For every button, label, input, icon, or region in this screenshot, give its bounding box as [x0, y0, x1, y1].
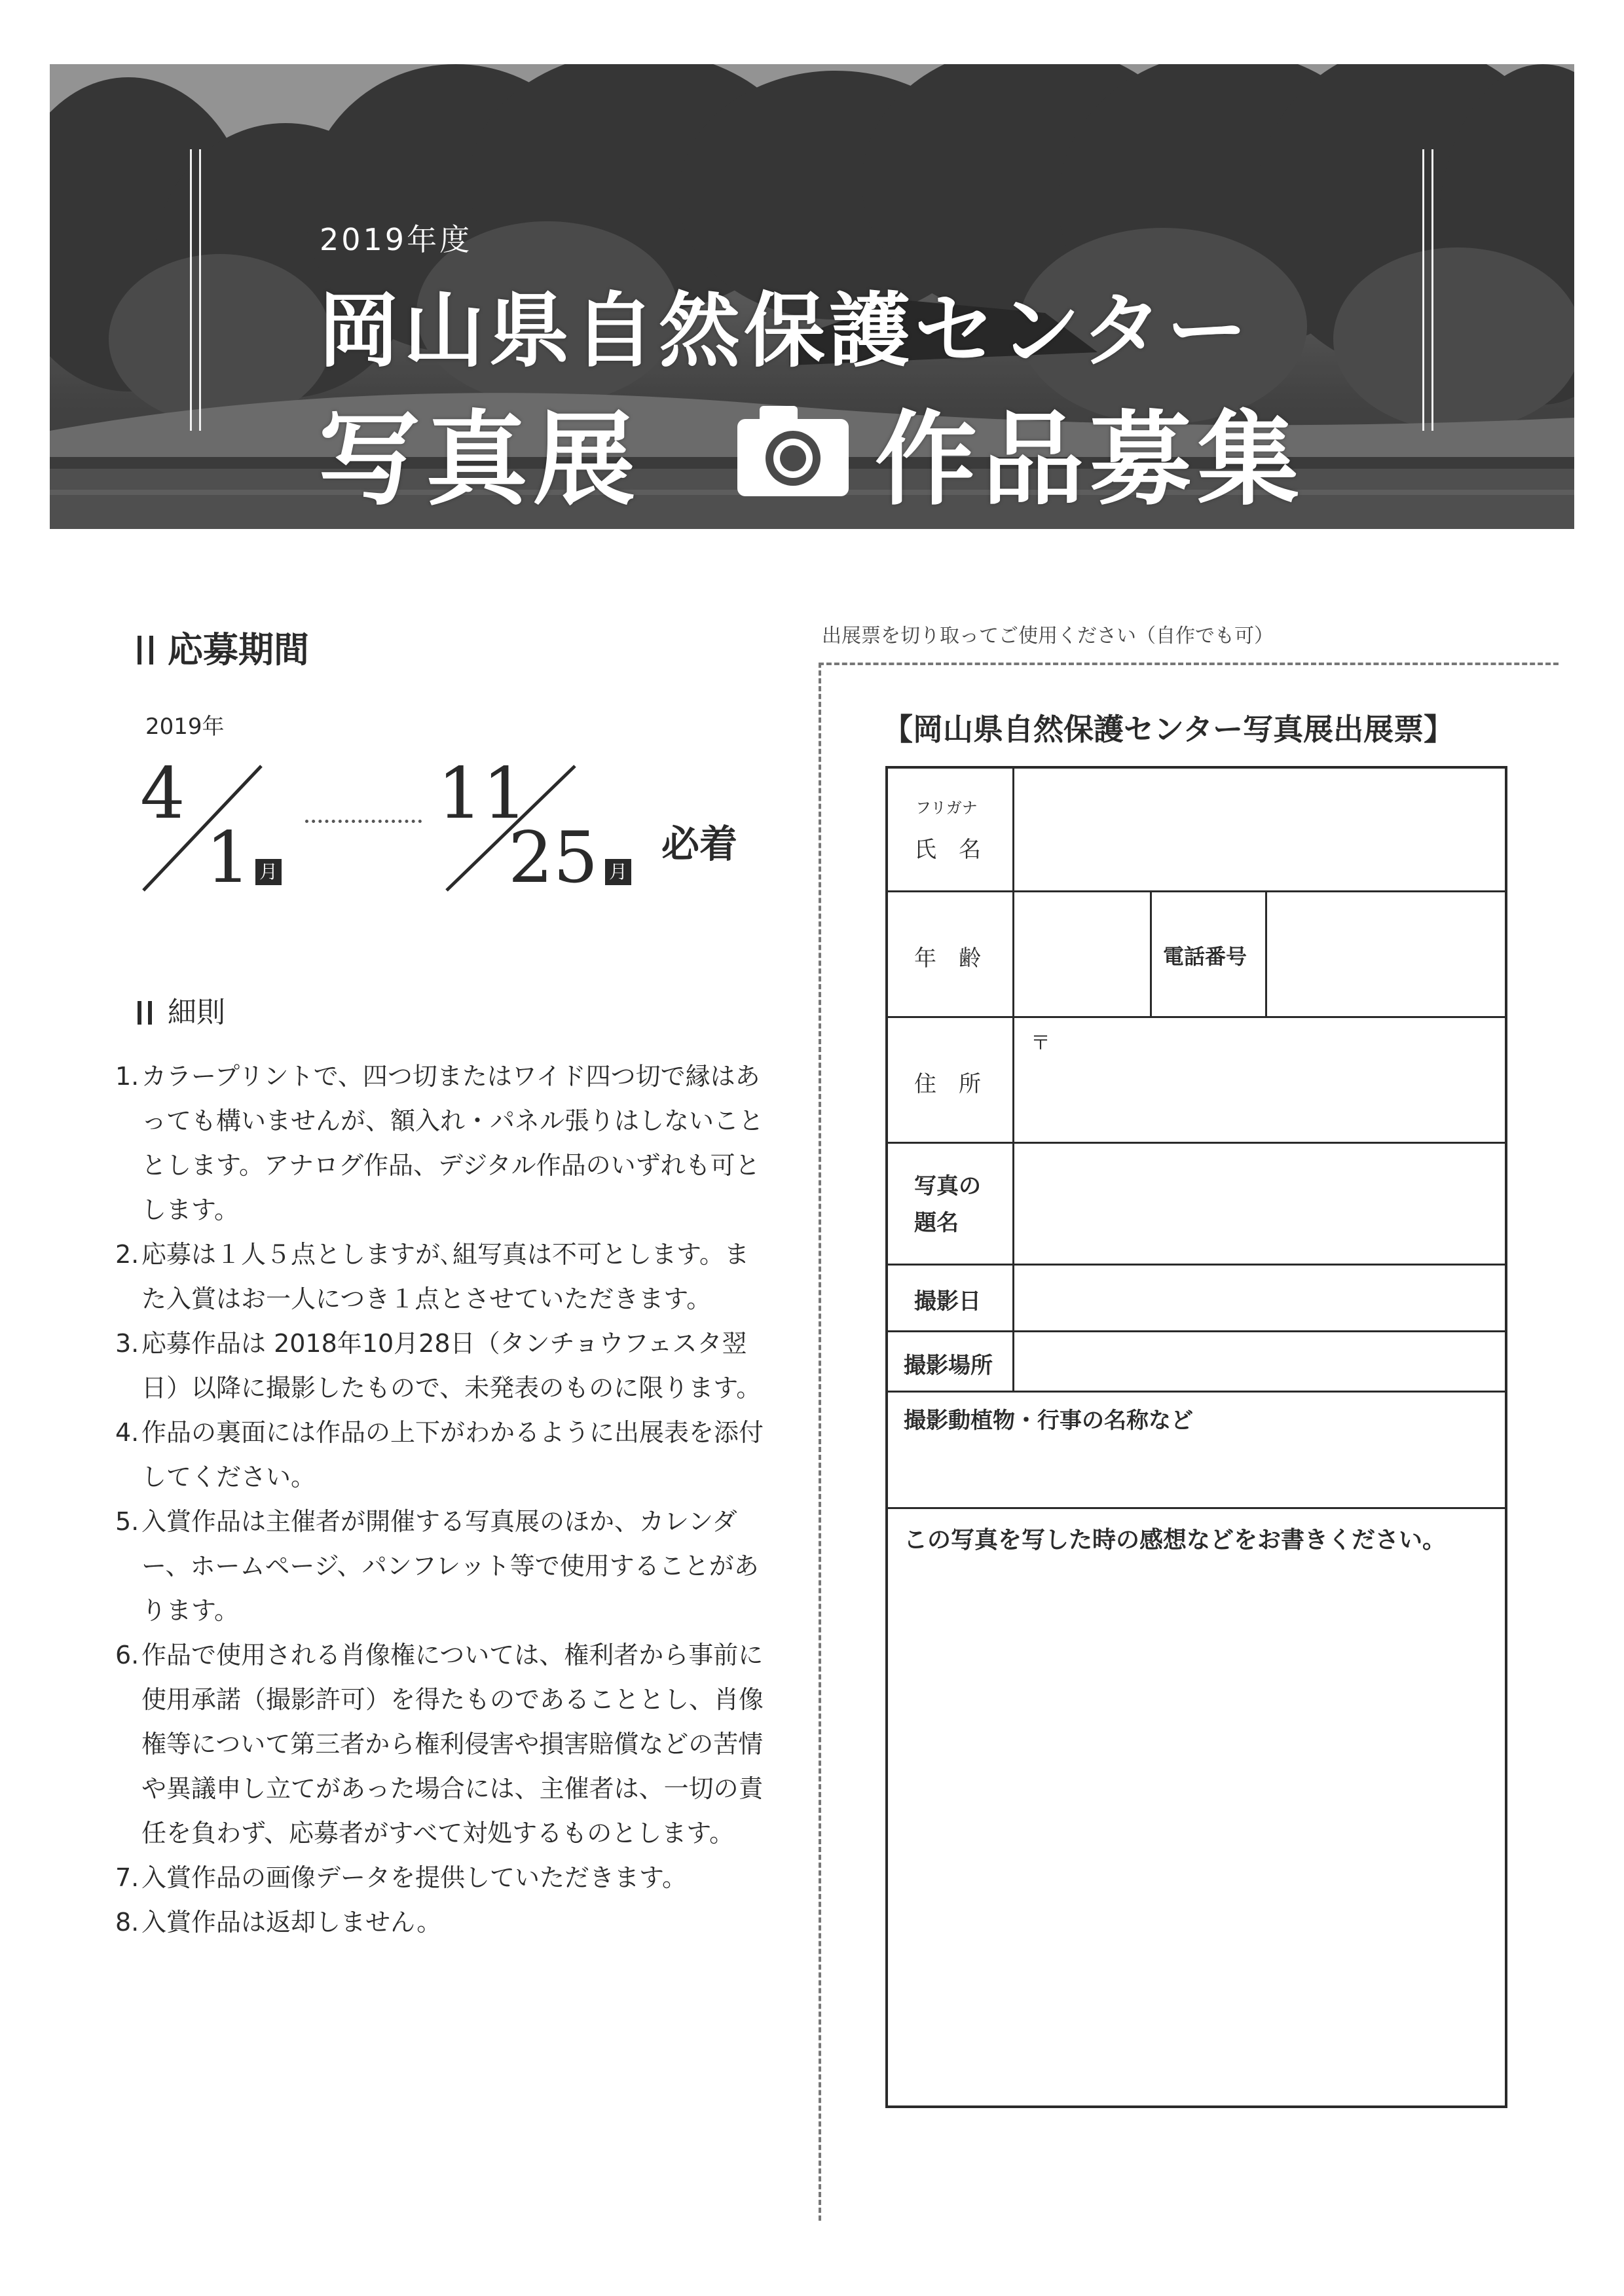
frame-line-right-1	[1422, 149, 1424, 431]
entry-form	[885, 766, 1507, 2108]
heading-bars-icon	[138, 636, 156, 665]
cut-line-vertical[interactable]	[819, 663, 821, 2221]
start-day: 1	[206, 817, 251, 899]
heading-bars-icon	[138, 1001, 156, 1025]
period-heading-text: 応募期間	[168, 629, 309, 670]
camera-icon	[737, 405, 849, 496]
rule-number: 8.	[115, 1908, 139, 1937]
rules-heading-text: 細則	[168, 996, 225, 1029]
rule-text: 作品で使用される肖像権については、権利者から事前に使用承諾（撮影許可）を得たものであることとし、肖像権等について第三者から権利侵害や損害賠償などの苦情や異議申し立てがあった場合には、主催者は、一切の責任を負わず、応募者がすべて対処するものとします。	[141, 1641, 764, 1848]
subject-field[interactable]	[891, 1436, 1505, 1504]
rule-item	[115, 1633, 764, 1855]
rule-item	[115, 1054, 764, 1232]
banner-title-call-for-entries: 作品募集	[875, 400, 1304, 519]
period-year: 2019年	[145, 714, 225, 740]
rule-item	[115, 1410, 764, 1499]
rule-number: 2.	[115, 1240, 139, 1269]
postal-mark: 〒	[1031, 1032, 1050, 1055]
furigana-label: フリガナ	[915, 799, 978, 817]
form-divider	[888, 890, 1505, 892]
shoot-date-field[interactable]	[1016, 1267, 1505, 1328]
banner-title-organization: 岡山県自然保護センター	[318, 284, 1252, 378]
form-label-column-divider	[1012, 769, 1014, 1391]
rule-number: 7.	[115, 1863, 139, 1892]
rule-item	[115, 1499, 764, 1633]
rule-text: 応募は１人５点としますが､組写真は不可とします。また入賞はお一人につき１点とさせていただきます。	[141, 1240, 749, 1313]
rules-list	[115, 1054, 764, 1944]
banner-year: 2019年度	[320, 222, 473, 257]
rule-number: 4.	[115, 1418, 139, 1447]
shoot-date-label: 撮影日	[914, 1288, 981, 1315]
rule-item	[115, 1855, 764, 1900]
photo-title-field[interactable]	[1016, 1146, 1505, 1261]
rules-heading	[138, 989, 225, 1030]
frame-line-right-2	[1431, 149, 1433, 431]
shoot-place-field[interactable]	[1016, 1334, 1505, 1389]
rule-number: 3.	[115, 1329, 139, 1358]
start-date	[140, 753, 310, 903]
address-label: 住 所	[914, 1071, 981, 1097]
rule-number: 6.	[115, 1641, 139, 1669]
rule-text: カラープリントで、四つ切またはワイド四つ切で縁はあっても構いませんが、額入れ・パネル張りはしないこととします。アナログ作品、デジタル作品のいずれも可とします。	[141, 1062, 764, 1224]
start-month: 4	[140, 753, 185, 835]
end-weekday-badge: 月	[605, 859, 631, 885]
cut-out-note: 出展票を切り取ってご使用ください（自作でも可）	[822, 625, 1274, 647]
rule-number: 1.	[115, 1062, 139, 1091]
rule-item	[115, 1321, 764, 1410]
address-field[interactable]	[1016, 1020, 1505, 1138]
form-divider	[888, 1391, 1505, 1393]
rule-text: 作品の裏面には作品の上下がわかるように出展表を添付してください。	[141, 1418, 764, 1491]
form-divider	[888, 1016, 1505, 1018]
impression-label: この写真を写した時の感想などをお書きください。	[904, 1527, 1447, 1554]
age-field[interactable]	[1016, 894, 1147, 1012]
rule-item	[115, 1232, 764, 1321]
rule-text: 入賞作品は主催者が開催する写真展のほか、カレンダー、ホームページ、パンフレット等で使用することがあります。	[141, 1507, 759, 1625]
header-banner	[50, 64, 1574, 529]
rule-text: 入賞作品の画像データを提供していただきます。	[141, 1863, 687, 1892]
entry-form-title: 【岡山県自然保護センター写真展出展票】	[883, 712, 1454, 747]
cut-line-horizontal[interactable]	[819, 663, 1559, 665]
form-divider	[1265, 890, 1267, 1016]
name-field[interactable]	[1016, 771, 1505, 888]
form-divider	[888, 1142, 1505, 1144]
deadline-label: 必着	[661, 822, 738, 866]
start-weekday-badge: 月	[255, 859, 282, 885]
form-divider	[1150, 890, 1152, 1016]
end-date	[437, 753, 647, 903]
form-divider	[888, 1330, 1505, 1332]
phone-label: 電話番号	[1163, 944, 1247, 969]
frame-line-left-1	[190, 149, 192, 431]
impression-field[interactable]	[891, 1561, 1505, 2104]
age-label: 年 齢	[914, 945, 981, 972]
period-heading	[138, 622, 309, 672]
rule-number: 5.	[115, 1507, 139, 1536]
end-month: 11	[437, 753, 528, 835]
photo-title-label-line2: 題名	[914, 1210, 959, 1236]
end-day: 25	[508, 817, 599, 899]
name-label: 氏 名	[914, 837, 981, 863]
form-divider	[888, 1507, 1505, 1509]
frame-line-left-2	[199, 149, 201, 431]
rule-text: 入賞作品は返却しません。	[141, 1908, 442, 1937]
subject-label: 撮影動植物・行事の名称など	[904, 1408, 1193, 1434]
banner-title-exhibition: 写真展	[318, 400, 640, 519]
phone-field[interactable]	[1269, 894, 1505, 1012]
shoot-place-label: 撮影場所	[904, 1353, 993, 1379]
rule-item	[115, 1900, 764, 1944]
photo-title-label-line1: 写真の	[914, 1173, 981, 1199]
rule-text: 応募作品は 2018年10月28日（タンチョウフェスタ翌日）以降に撮影したもので、未発表のものに限ります。	[141, 1329, 762, 1402]
form-divider	[888, 1264, 1505, 1266]
date-range-dots	[305, 820, 422, 823]
